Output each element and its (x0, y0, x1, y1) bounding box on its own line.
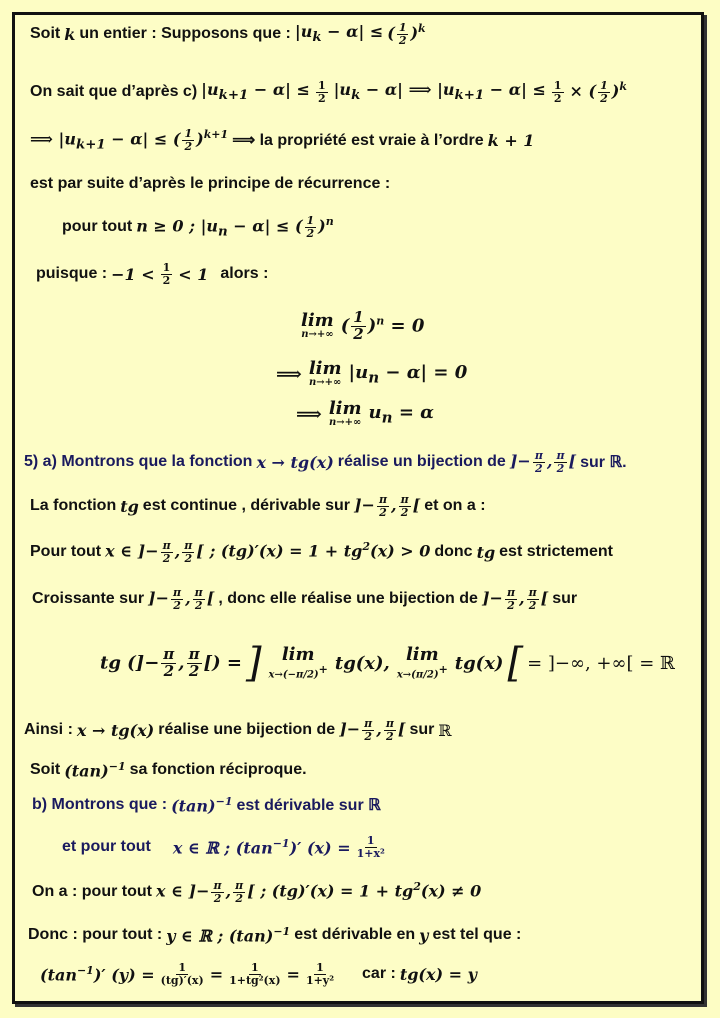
line-croissante: Croissante sur ]− $\frac{\pi}{2}$ , $\frac{\pi}{2}$ [ , donc elle réalise une bijection de ]− $\frac{\pi}{2}$ , $\frac{\pi}{2}$ [ sur (32, 586, 578, 612)
line-2: On sait que d’après c) $|u_{k+1} - \alpha|$ ≤ $\frac{1}{2}$ $|u_k - \alpha|$ ⟹ $|u_{k+1} - \alpha|$ ≤ $\frac{1}{2}$ × ( $\frac{1}{2}$ )$^k$ (30, 79, 627, 105)
limit-3: ⟹ lim n→+∞ $u_n = \alpha$ (296, 398, 435, 428)
line-4: est par suite d’après le principe de récurrence : (30, 175, 391, 192)
line-3: ⟹ $|u_{k+1} - \alpha|$ ≤ ( $\frac{1}{2}$ )$^{k+1}$ ⟹ la propriété est vraie à l’ordre k + 1 (30, 127, 535, 153)
image-interval: tg (]− $\frac{\pi}{2}$ , $\frac{\pi}{2}$ [) = ] lim x→(−π/2)+ tg(x), lim x→(π/2)+ tg(x) [ = ]−∞, +∞[ = ℝ (100, 640, 675, 686)
heading-5a: 5) a) Montrons que la fonction x → tg(x) réalise un bijection de ]− $\frac{\pi}{2}$ , $\frac{\pi}{2}$ [ sur ℝ. (24, 449, 627, 475)
line-nonzero: On a : pour tout x ∈ ]− $\frac{\pi}{2}$ , $\frac{\pi}{2}$ [ ; $(tg)'(x) = 1 + tg^2(x) \ne 0$ (32, 879, 482, 905)
line-derivative: Pour tout x ∈ ]− $\frac{\pi}{2}$ , $\frac{\pi}{2}$ [ ; $(tg)'(x) = 1 + tg^2(x) > 0$ donc tg est strictement (30, 539, 613, 565)
line-final: $(\tan^{-1})'$ (y) = $\frac{1}{(tg)'(x)}$ = $\frac{1}{\text{1+tg²(x)}}$ = $\frac{1}{\text{1+y²}}$ car : tg(x) = y (40, 961, 477, 987)
heading-5b: b) Montrons que : $(\tan)^{-1}$ est dérivable sur ℝ (32, 795, 381, 816)
line-6: puisque : −1 < $\frac{1}{2}$ < 1 alors : (36, 261, 269, 287)
line-claim: et pour tout x ∈ ℝ ; $(\tan^{-1})'$ (x) = $\frac{1}{\text{1+x²}}$ (62, 834, 385, 860)
line-5: pour tout n ≥ 0 ; $|u_n - \alpha|$ ≤ ( $\frac{1}{2}$ )$^n$ (62, 214, 334, 240)
limit-2: ⟹ lim n→+∞ $|u_n - \alpha| = 0$ (276, 358, 468, 388)
limit-1: lim n→+∞ ( $\frac{1}{2}$ )$^n$ = 0 (301, 308, 425, 343)
line-reciproque: Soit $(\tan)^{-1}$ sa fonction réciproque. (30, 760, 307, 781)
line-1: Soit k un entier : Supposons que : $|u_k - \alpha|$ ≤ ( $\frac{1}{2}$ )$^k$ (30, 21, 426, 47)
line-ainsi: Ainsi : x → tg(x) réalise une bijection de ]− $\frac{\pi}{2}$ , $\frac{\pi}{2}$ [ sur ℝ (24, 717, 452, 743)
line-continue: La fonction tg est continue , dérivable sur ]− $\frac{\pi}{2}$ , $\frac{\pi}{2}$ [ et on a : (30, 493, 486, 519)
line-donc: Donc : pour tout : y ∈ ℝ ; $(\tan)^{-1}$ est dérivable en y est tel que : (28, 925, 522, 946)
